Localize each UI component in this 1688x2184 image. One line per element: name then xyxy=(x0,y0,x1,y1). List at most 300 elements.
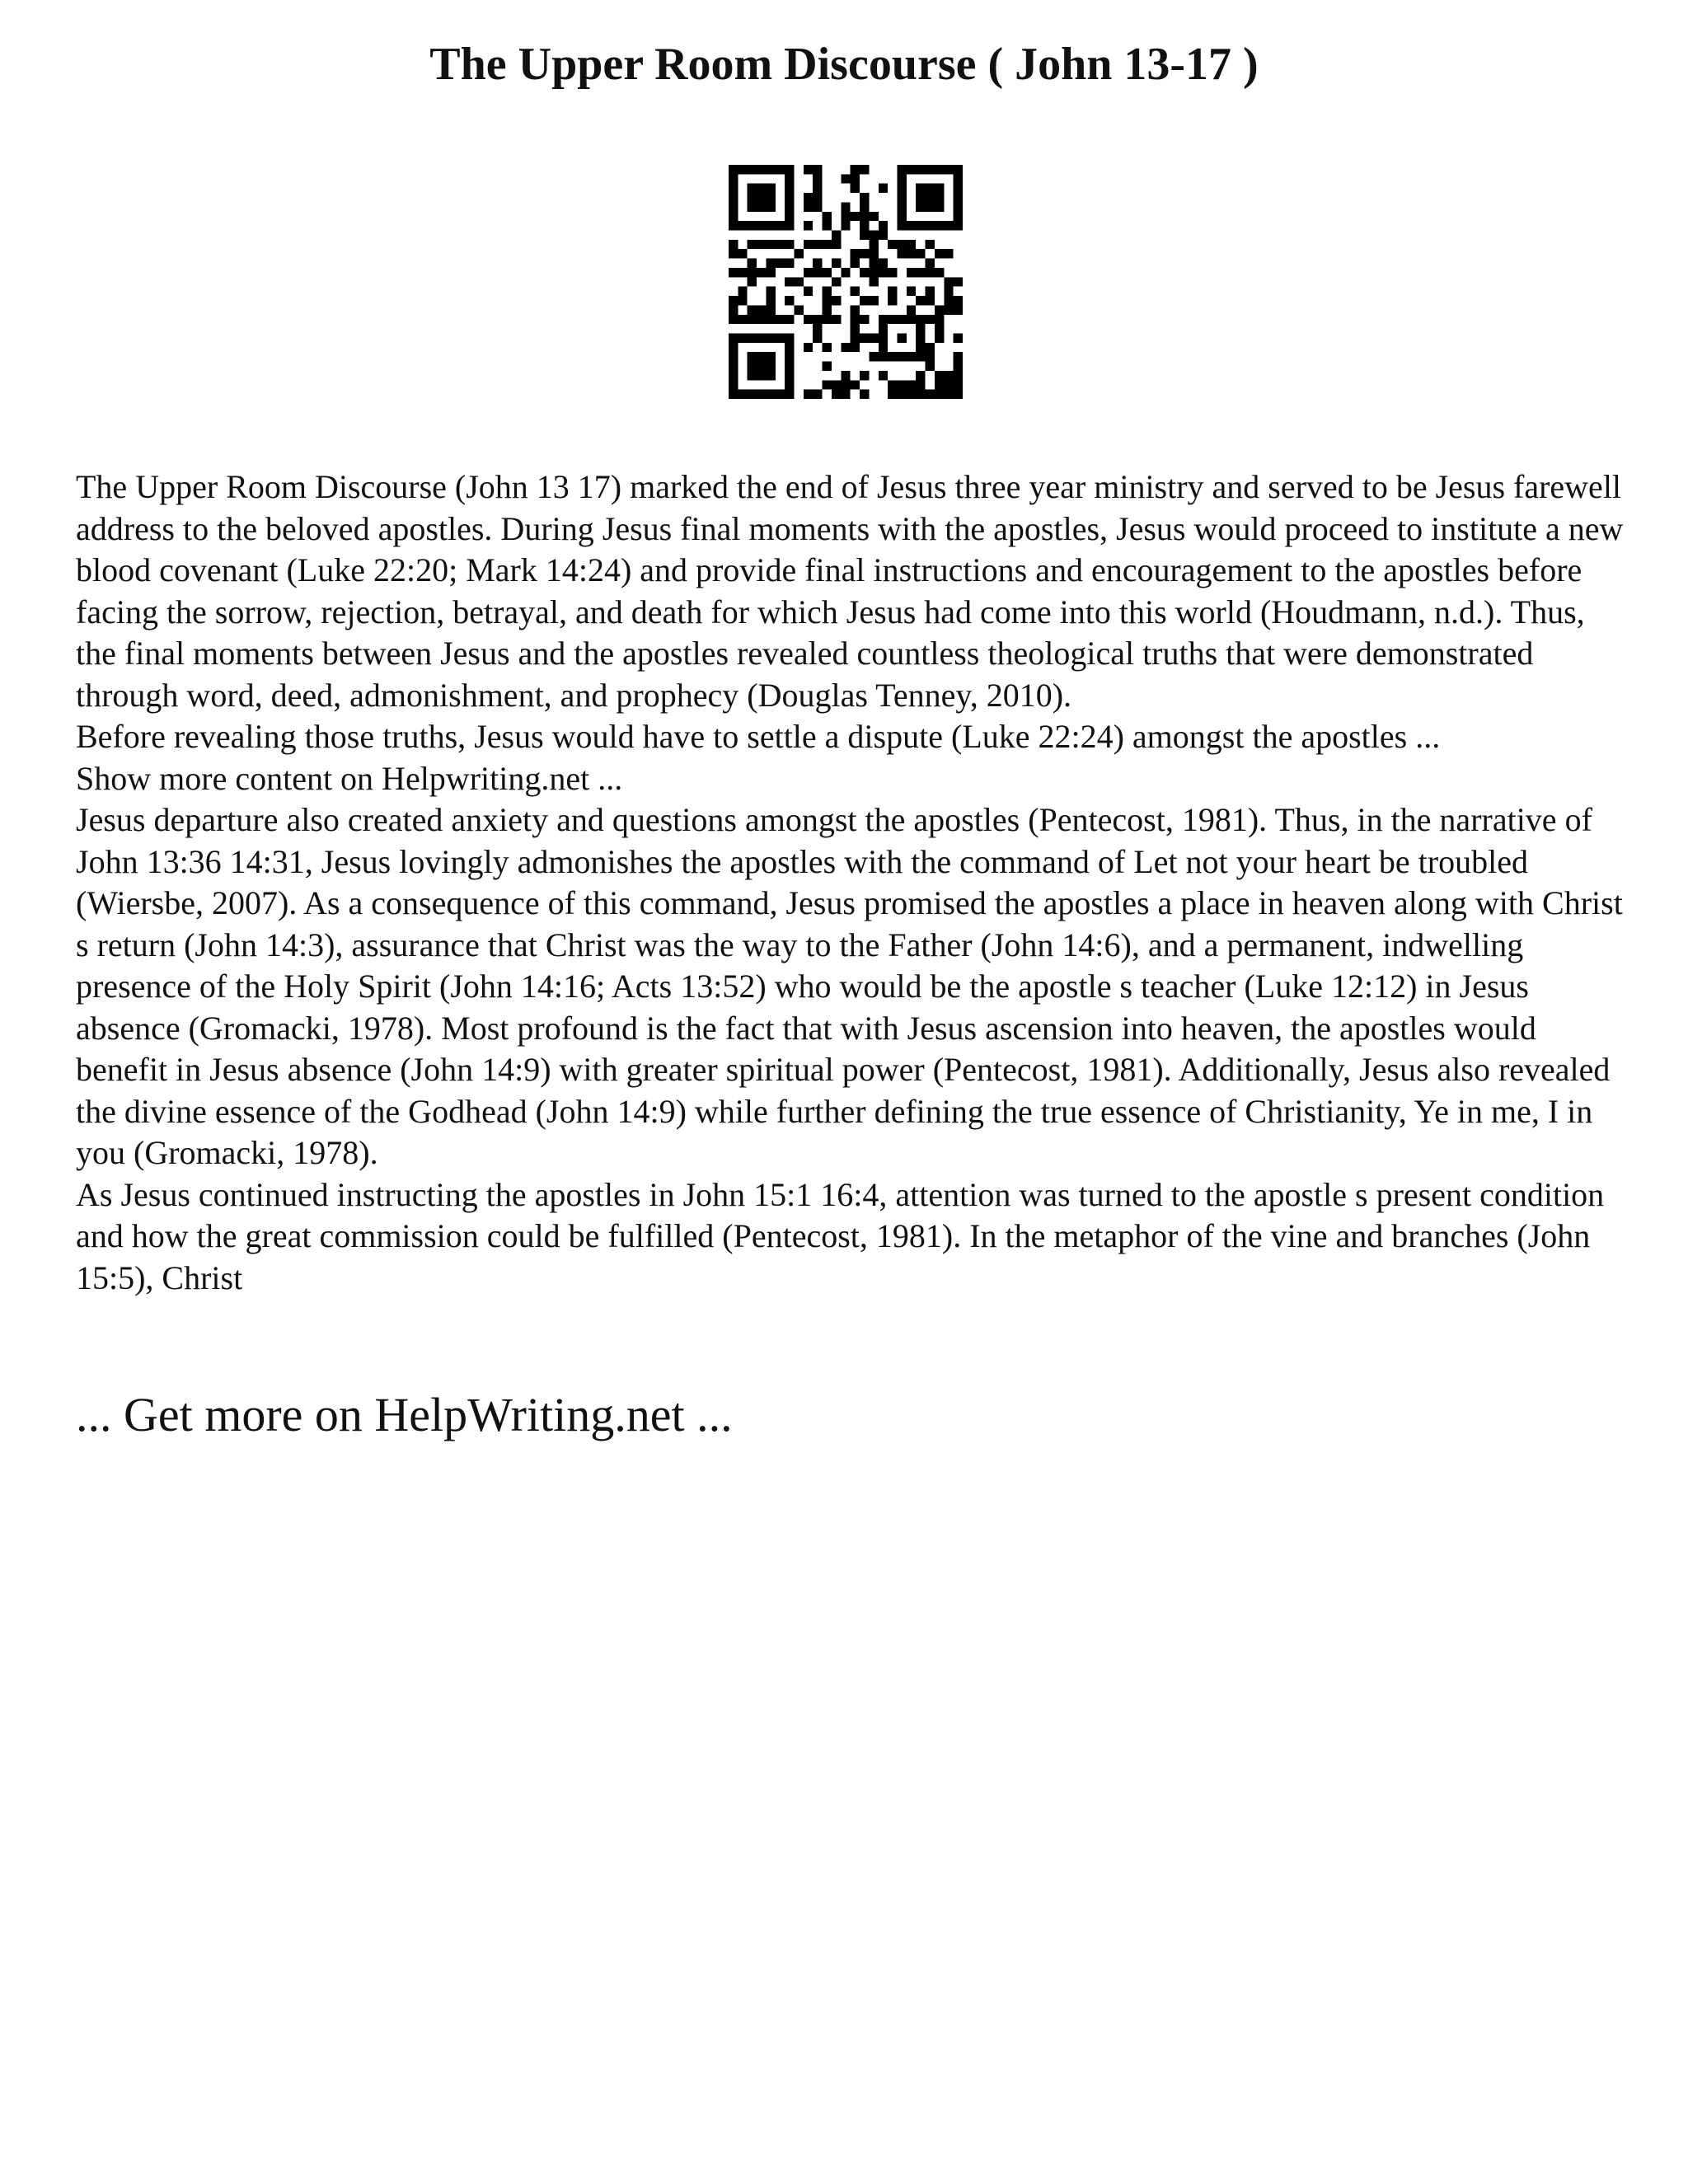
qr-module xyxy=(860,165,869,174)
qr-module xyxy=(748,184,757,193)
qr-module xyxy=(879,231,888,240)
qr-module xyxy=(926,184,935,193)
qr-module xyxy=(766,193,775,202)
qr-module xyxy=(954,362,963,371)
qr-module xyxy=(954,352,963,361)
qr-module xyxy=(860,249,869,258)
qr-module xyxy=(813,165,822,174)
qr-module xyxy=(795,249,804,258)
qr-module xyxy=(841,343,850,352)
paragraph-vine: As Jesus continued instructing the apostles in John 15:1 16:4, attention was turned to the apostle s present condition and how the great commission could be fulfilled (Pentecost, 1981). In the metaphor of the vine and branches (John 15:5), Christ xyxy=(76,1175,1605,1296)
page-title: The Upper Room Discourse ( John 13-17 ) xyxy=(429,39,1259,90)
qr-module xyxy=(907,315,916,324)
qr-module xyxy=(954,305,963,314)
document-body xyxy=(76,466,1625,1299)
qr-module xyxy=(869,268,878,277)
qr-module xyxy=(851,315,860,324)
qr-module xyxy=(748,221,757,230)
qr-module xyxy=(879,352,888,361)
qr-module xyxy=(785,296,794,305)
qr-module xyxy=(766,362,775,371)
qr-module xyxy=(897,165,906,174)
qr-module xyxy=(879,315,888,324)
qr-module xyxy=(888,287,897,296)
qr-module xyxy=(813,333,822,342)
qr-module xyxy=(926,390,935,399)
paragraph-departure: Jesus departure also created anxiety and questions amongst the apostles (Pentecost, 1981). Thus, in the narrative of John 13:36 14:31, Jesus lovingly admonishes the apostles with the command of Let not your heart be troubled (Wiersbe, 2007). As a consequence of this command, Jesus promised the apostles a place in heaven along with Christ s return (John 14:3), assurance that Christ was the way to the Father (John 14:6), and a permanent, indwelling presence of the Holy Spirit (John 14:16; Acts 13:52) who would be the apostle s teacher (Luke 12:12) in Jesus absence (Gromacki, 1978). Most profound is the fact that with Jesus ascension into heaven, the apostles would benefit in Jesus absence (John 14:9) with greater spiritual power (Pentecost, 1981). Additionally, Jesus also revealed the divine essence of the Godhead (John 14:9) while further defining the true essence of Christianity, Ye in me, I in you (Gromacki, 1978). xyxy=(76,801,1623,1171)
qr-module xyxy=(785,240,794,249)
qr-module xyxy=(804,268,813,277)
qr-module xyxy=(813,240,822,249)
qr-module xyxy=(935,202,944,211)
qr-module xyxy=(823,268,832,277)
qr-module xyxy=(832,277,841,286)
qr-module xyxy=(757,221,766,230)
qr-module xyxy=(823,315,832,324)
qr-module xyxy=(757,184,766,193)
qr-module xyxy=(869,212,878,221)
qr-module xyxy=(879,268,888,277)
qr-module xyxy=(869,240,878,249)
qr-module xyxy=(897,333,906,342)
qr-module xyxy=(860,193,869,202)
qr-module xyxy=(907,165,916,174)
qr-module xyxy=(804,193,813,202)
qr-module xyxy=(729,165,738,174)
qr-module xyxy=(738,390,747,399)
qr-module xyxy=(926,221,935,230)
qr-module xyxy=(832,259,841,268)
qr-module xyxy=(748,259,757,268)
qr-module xyxy=(944,165,953,174)
qr-module xyxy=(954,296,963,305)
qr-module xyxy=(748,352,757,361)
qr-module xyxy=(785,212,794,221)
qr-module xyxy=(748,240,757,249)
qr-module xyxy=(748,277,757,286)
qr-module xyxy=(729,371,738,380)
qr-module xyxy=(766,202,775,211)
qr-module xyxy=(823,305,832,314)
qr-module xyxy=(944,277,953,286)
qr-module xyxy=(897,212,906,221)
qr-module xyxy=(897,184,906,193)
qr-module xyxy=(757,268,766,277)
qr-module xyxy=(954,202,963,211)
qr-module xyxy=(823,212,832,221)
qr-module xyxy=(851,287,860,296)
qr-module xyxy=(804,165,813,174)
qr-module xyxy=(879,221,888,230)
qr-module xyxy=(926,193,935,202)
qr-module xyxy=(813,174,822,183)
qr-module xyxy=(804,221,813,230)
qr-module xyxy=(729,268,738,277)
qr-module xyxy=(729,202,738,211)
qr-module xyxy=(954,277,963,286)
qr-module xyxy=(823,362,832,371)
qr-module xyxy=(841,371,850,380)
qr-module xyxy=(729,390,738,399)
qr-code-icon xyxy=(729,165,963,399)
qr-module xyxy=(766,240,775,249)
qr-module xyxy=(954,165,963,174)
qr-module xyxy=(776,333,785,342)
qr-module xyxy=(926,165,935,174)
qr-module xyxy=(954,174,963,183)
qr-module xyxy=(766,296,775,305)
qr-module xyxy=(851,324,860,333)
qr-module xyxy=(757,202,766,211)
qr-module xyxy=(841,202,850,211)
qr-module xyxy=(729,333,738,342)
qr-module xyxy=(926,315,935,324)
qr-module xyxy=(916,380,925,389)
qr-module xyxy=(944,380,953,389)
qr-module xyxy=(766,165,775,174)
qr-module xyxy=(935,315,944,324)
qr-module xyxy=(738,249,747,258)
qr-module xyxy=(729,240,738,249)
qr-module xyxy=(785,221,794,230)
qr-module xyxy=(813,390,822,399)
qr-module xyxy=(729,343,738,352)
qr-module xyxy=(813,315,822,324)
qr-module xyxy=(804,202,813,211)
qr-module xyxy=(785,277,794,286)
qr-module xyxy=(729,362,738,371)
qr-module xyxy=(907,268,916,277)
qr-module xyxy=(785,380,794,389)
qr-module xyxy=(766,305,775,314)
qr-module xyxy=(954,193,963,202)
qr-module xyxy=(729,174,738,183)
qr-module xyxy=(757,371,766,380)
qr-module xyxy=(851,249,860,258)
qr-module xyxy=(907,380,916,389)
qr-module xyxy=(907,287,916,296)
qr-module xyxy=(954,184,963,193)
qr-module xyxy=(757,352,766,361)
qr-module xyxy=(860,296,869,305)
qr-module xyxy=(813,202,822,211)
qr-module xyxy=(926,240,935,249)
qr-module xyxy=(757,315,766,324)
qr-module xyxy=(766,287,775,296)
qr-module xyxy=(823,343,832,352)
qr-module xyxy=(766,268,775,277)
qr-module xyxy=(785,333,794,342)
qr-module xyxy=(907,390,916,399)
qr-module xyxy=(738,287,747,296)
qr-module xyxy=(860,390,869,399)
qr-module xyxy=(851,343,860,352)
qr-module xyxy=(738,296,747,305)
qr-module xyxy=(916,315,925,324)
qr-module xyxy=(935,380,944,389)
qr-module xyxy=(813,268,822,277)
qr-module xyxy=(832,390,841,399)
qr-module xyxy=(935,249,944,258)
qr-module xyxy=(869,296,878,305)
qr-module xyxy=(757,362,766,371)
qr-module xyxy=(916,324,925,333)
qr-module xyxy=(879,324,888,333)
qr-module xyxy=(766,371,775,380)
qr-module xyxy=(813,259,822,268)
qr-module xyxy=(869,259,878,268)
qr-module xyxy=(748,371,757,380)
qr-module xyxy=(879,343,888,352)
qr-module xyxy=(935,305,944,314)
qr-module xyxy=(860,333,869,342)
qr-module xyxy=(785,184,794,193)
qr-module xyxy=(935,333,944,342)
qr-module xyxy=(738,165,747,174)
qr-module xyxy=(776,165,785,174)
qr-module xyxy=(823,240,832,249)
qr-module xyxy=(832,296,841,305)
qr-module xyxy=(888,380,897,389)
qr-module xyxy=(869,231,878,240)
qr-module xyxy=(916,390,925,399)
qr-module xyxy=(860,231,869,240)
qr-module xyxy=(869,333,878,342)
qr-module xyxy=(907,221,916,230)
qr-module xyxy=(944,371,953,380)
qr-module xyxy=(729,305,738,314)
show-more-link[interactable]: Show more content on Helpwriting.net ... xyxy=(76,759,623,797)
qr-module xyxy=(869,277,878,286)
qr-module xyxy=(748,362,757,371)
qr-module xyxy=(897,193,906,202)
qr-module xyxy=(804,287,813,296)
qr-module xyxy=(897,202,906,211)
qr-module xyxy=(888,390,897,399)
qr-module xyxy=(785,202,794,211)
qr-module xyxy=(935,165,944,174)
qr-module xyxy=(813,193,822,202)
qr-module xyxy=(926,202,935,211)
qr-module xyxy=(748,315,757,324)
qr-module xyxy=(954,380,963,389)
qr-module xyxy=(916,268,925,277)
qr-module xyxy=(897,249,906,258)
qr-module xyxy=(907,352,916,361)
qr-module xyxy=(916,296,925,305)
qr-module xyxy=(860,315,869,324)
qr-module xyxy=(851,380,860,389)
qr-module xyxy=(926,352,935,361)
qr-module xyxy=(766,315,775,324)
qr-module xyxy=(888,315,897,324)
qr-module xyxy=(804,343,813,352)
qr-module xyxy=(841,380,850,389)
qr-module xyxy=(944,390,953,399)
qr-module xyxy=(813,324,822,333)
qr-module xyxy=(766,221,775,230)
qr-module xyxy=(916,352,925,361)
qr-module xyxy=(954,390,963,399)
qr-module xyxy=(841,268,850,277)
qr-module xyxy=(738,315,747,324)
qr-module xyxy=(869,249,878,258)
qr-module xyxy=(785,259,794,268)
qr-module xyxy=(823,287,832,296)
qr-module xyxy=(954,333,963,342)
qr-module xyxy=(841,221,850,230)
qr-module xyxy=(757,390,766,399)
qr-module xyxy=(748,165,757,174)
qr-module xyxy=(841,212,850,221)
qr-module xyxy=(785,174,794,183)
qr-module xyxy=(757,165,766,174)
qr-module xyxy=(757,240,766,249)
qr-module xyxy=(823,380,832,389)
qr-module xyxy=(729,352,738,361)
qr-module xyxy=(935,324,944,333)
qr-module xyxy=(766,390,775,399)
qr-module xyxy=(916,221,925,230)
qr-module xyxy=(804,240,813,249)
qr-code-graphic xyxy=(729,165,963,399)
qr-module xyxy=(851,305,860,314)
qr-module xyxy=(832,380,841,389)
paragraph-intro: The Upper Room Discourse (John 13 17) marked the end of Jesus three year ministry and served to be Jesus farewell address to the beloved apostles. During Jesus final moments with the apostles, Jesus would proceed to institute a new blood covenant (Luke 22:20; Mark 14:24) and provide final instructions and encouragement to the apostles before facing the sorrow, rejection, betrayal, and death for which Jesus had come into this world (Houdmann, n.d.). Thus, the final moments between Jesus and the apostles revealed countless theological truths that were demonstrated through word, deed, admonishment, and prophecy (Douglas Tenney, 2010). xyxy=(76,468,1624,714)
qr-module xyxy=(944,249,953,258)
qr-module xyxy=(766,184,775,193)
qr-module xyxy=(785,315,794,324)
qr-module xyxy=(748,202,757,211)
qr-module xyxy=(729,184,738,193)
qr-module xyxy=(748,390,757,399)
qr-module xyxy=(785,352,794,361)
qr-module xyxy=(926,343,935,352)
qr-module xyxy=(879,371,888,380)
qr-module xyxy=(729,315,738,324)
qr-module xyxy=(888,240,897,249)
qr-module xyxy=(757,193,766,202)
qr-module xyxy=(926,268,935,277)
qr-module xyxy=(907,305,916,314)
qr-module xyxy=(785,362,794,371)
qr-module xyxy=(916,193,925,202)
qr-module xyxy=(935,221,944,230)
qr-module xyxy=(944,305,953,314)
qr-module xyxy=(729,221,738,230)
qr-module xyxy=(823,221,832,230)
qr-module xyxy=(776,221,785,230)
qr-module xyxy=(776,315,785,324)
qr-module xyxy=(832,240,841,249)
qr-module xyxy=(944,296,953,305)
qr-module xyxy=(897,352,906,361)
qr-module xyxy=(785,343,794,352)
qr-module xyxy=(729,193,738,202)
qr-module xyxy=(776,259,785,268)
qr-module xyxy=(897,380,906,389)
qr-module xyxy=(851,212,860,221)
get-more-link[interactable]: ... Get more on HelpWriting.net ... xyxy=(76,1388,733,1441)
qr-module xyxy=(860,371,869,380)
qr-module xyxy=(897,174,906,183)
qr-module xyxy=(785,193,794,202)
qr-module xyxy=(888,296,897,305)
qr-module xyxy=(897,390,906,399)
qr-module xyxy=(757,333,766,342)
qr-module xyxy=(748,305,757,314)
qr-module xyxy=(879,333,888,342)
qr-module xyxy=(916,249,925,258)
qr-module xyxy=(729,212,738,221)
qr-module xyxy=(879,259,888,268)
qr-module xyxy=(897,240,906,249)
qr-module xyxy=(729,249,738,258)
qr-module xyxy=(916,343,925,352)
qr-module xyxy=(729,296,738,305)
qr-module xyxy=(935,371,944,380)
qr-module xyxy=(729,380,738,389)
qr-module xyxy=(748,333,757,342)
qr-module xyxy=(944,221,953,230)
qr-module xyxy=(869,352,878,361)
qr-module xyxy=(804,315,813,324)
qr-module xyxy=(832,315,841,324)
qr-module xyxy=(738,268,747,277)
qr-module xyxy=(776,240,785,249)
qr-module xyxy=(738,333,747,342)
paragraph-dispute: Before revealing those truths, Jesus would have to settle a dispute (Luke 22:24) amongst the apostles ... xyxy=(76,718,1441,755)
qr-module xyxy=(935,390,944,399)
qr-module xyxy=(757,305,766,314)
qr-module xyxy=(860,268,869,277)
qr-module xyxy=(944,287,953,296)
qr-module xyxy=(841,174,850,183)
qr-module xyxy=(916,202,925,211)
qr-module xyxy=(795,277,804,286)
qr-module xyxy=(860,202,869,211)
qr-module xyxy=(785,165,794,174)
qr-module xyxy=(954,212,963,221)
qr-module xyxy=(954,221,963,230)
qr-module xyxy=(935,193,944,202)
qr-module xyxy=(776,390,785,399)
qr-module xyxy=(804,390,813,399)
qr-module xyxy=(879,184,888,193)
qr-module xyxy=(851,174,860,183)
qr-module xyxy=(926,259,935,268)
qr-module xyxy=(851,333,860,342)
qr-module xyxy=(851,259,860,268)
qr-module xyxy=(916,184,925,193)
qr-module xyxy=(851,165,860,174)
qr-module xyxy=(954,371,963,380)
qr-module xyxy=(813,184,822,193)
qr-module xyxy=(935,184,944,193)
qr-module xyxy=(935,268,944,277)
qr-module xyxy=(766,352,775,361)
qr-module xyxy=(766,259,775,268)
qr-module xyxy=(916,333,925,342)
qr-module xyxy=(860,221,869,230)
qr-module xyxy=(860,212,869,221)
qr-module xyxy=(841,390,850,399)
qr-module xyxy=(916,371,925,380)
qr-module xyxy=(888,352,897,361)
qr-module xyxy=(748,268,757,277)
qr-module xyxy=(888,268,897,277)
qr-module xyxy=(785,371,794,380)
